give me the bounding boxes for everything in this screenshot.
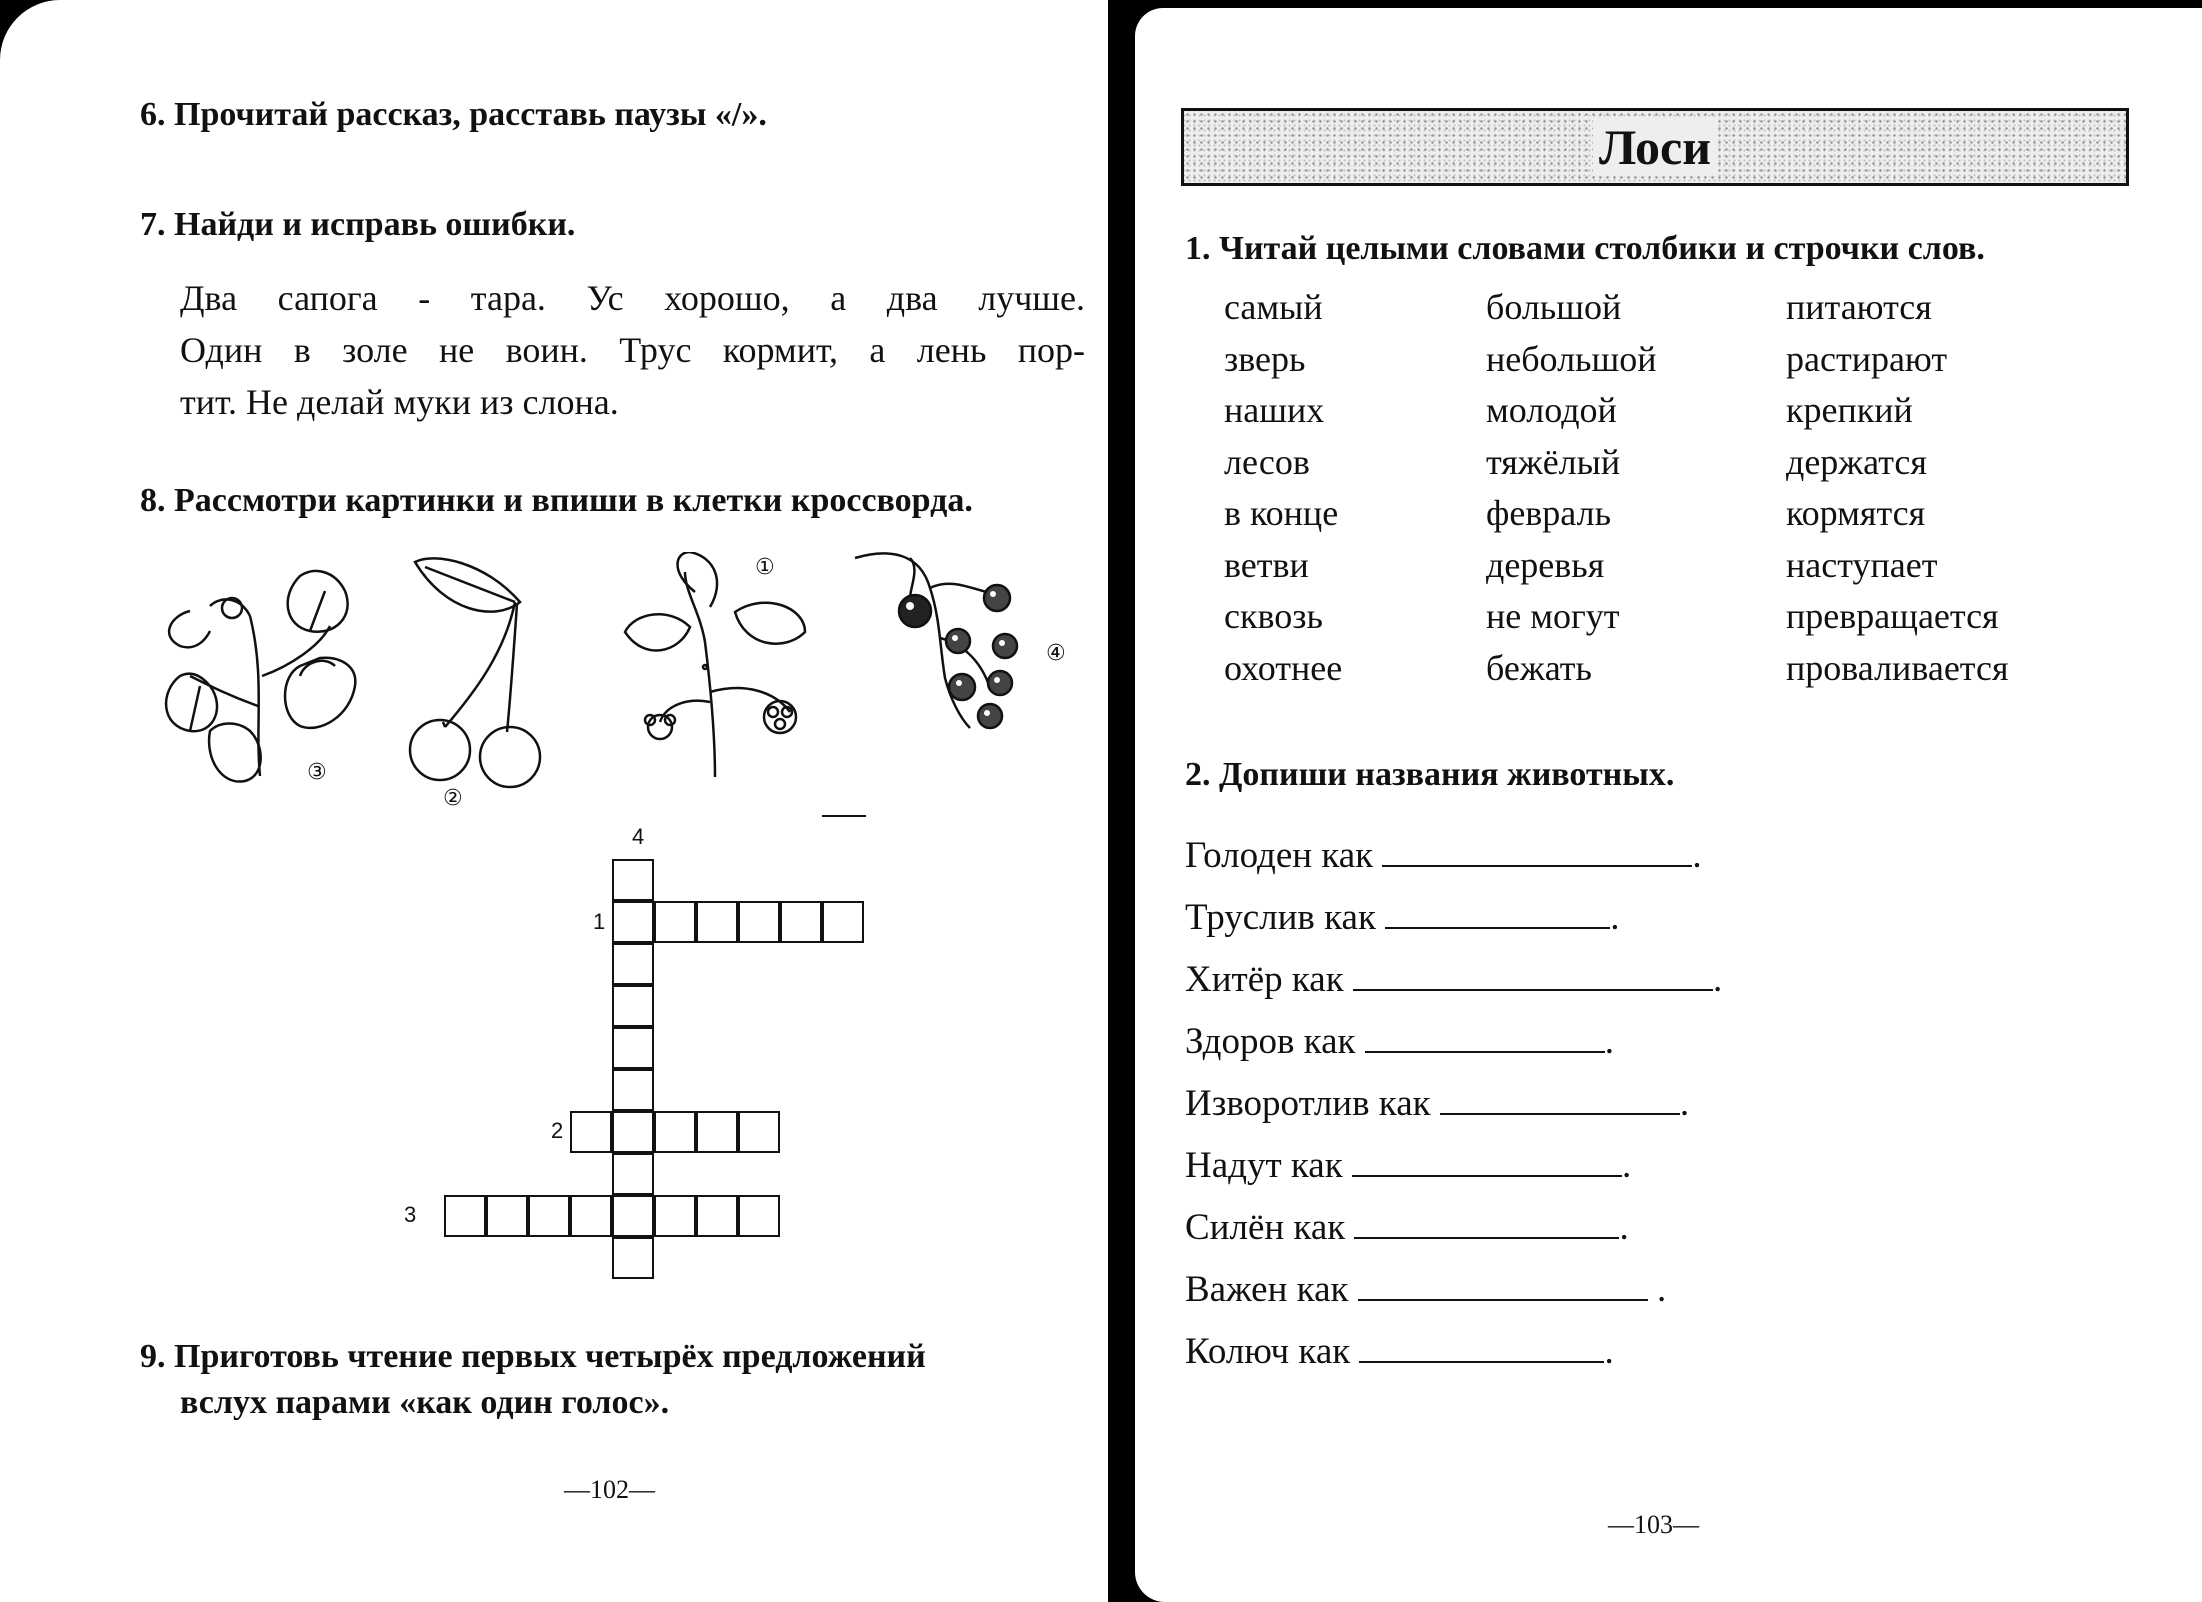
fill-in-line: Надут как . [1185,1145,1632,1186]
crossword-cell[interactable] [612,1153,654,1195]
answer-blank[interactable] [1359,1331,1604,1363]
answer-blank[interactable] [1440,1083,1680,1115]
picture-number-2: ② [443,785,463,810]
crossword-cell[interactable] [486,1195,528,1237]
fill-in-line: Изворотлив как . [1185,1083,1690,1124]
strawberry-illustration [150,556,380,796]
task-2-title: 2. Допиши названия животных. [1185,756,1675,793]
answer-blank[interactable] [1385,897,1610,929]
right-page [1135,8,2202,1602]
task-7-title: 7. Найди и исправь ошибки. [140,206,576,243]
word: зверь [1224,338,1306,379]
crossword-number-2: 2 [551,1118,564,1143]
word: растирают [1786,338,1948,379]
phrase: Надут как [1185,1145,1343,1186]
cherry-illustration [395,552,565,792]
word: наступает [1786,544,1938,585]
crossword-cell[interactable] [444,1195,486,1237]
crossword-number-3: 3 [404,1202,417,1227]
phrase: Силён как [1185,1207,1346,1248]
answer-blank[interactable] [1353,959,1713,991]
crossword-cell[interactable] [696,1195,738,1237]
word: крепкий [1786,390,1913,430]
fill-in-line: Голоден как . [1185,835,1702,876]
raspberry-illustration [615,552,845,782]
task-9-title: 9. Приготовь чтение первых четырёх предложений [140,1338,926,1375]
text-line: Один в золе не воин. Трус кормит, а лень пор- [180,330,1085,370]
phrase: Колюч как [1185,1331,1351,1372]
task-1-title: 1. Читай целыми словами столбики и строчки слов. [1185,230,1985,267]
crossword-cell[interactable] [612,1237,654,1279]
phrase: Изворотлив как [1185,1083,1431,1124]
crossword-cell[interactable] [612,1195,654,1237]
phrase: Здоров как [1185,1021,1356,1062]
crossword-cell[interactable] [612,1069,654,1111]
fill-in-line: Хитёр как . [1185,959,1723,1000]
phrase: Труслив как [1185,897,1376,938]
word: кормятся [1786,493,1926,533]
crossword-cell[interactable] [696,1111,738,1153]
task-7-text [180,272,1085,428]
word-column-1 [1224,282,1342,694]
word: ветви [1224,544,1309,585]
crossword-number-4: 4 [632,824,645,849]
crossword-cell[interactable] [696,901,738,943]
word: тяжёлый [1486,441,1621,482]
title-banner [1181,108,2129,186]
task-6-title: 6. Прочитай рассказ, расставь паузы «/». [140,96,767,133]
answer-blank[interactable] [1352,1145,1622,1177]
answer-blank[interactable] [1354,1207,1619,1239]
crossword-cell[interactable] [528,1195,570,1237]
word: молодой [1486,390,1617,430]
word: февраль [1486,493,1611,533]
crossword-cell[interactable] [570,1111,612,1153]
crossword-cell[interactable] [654,1111,696,1153]
phrase: Хитёр как [1185,959,1344,1000]
word: охотнее [1224,647,1343,688]
page-number: —103— [1608,1510,1699,1539]
word: сквозь [1224,596,1323,636]
crossword-cell[interactable] [738,901,780,943]
picture-number-1: ① [755,554,775,579]
answer-blank[interactable] [1365,1021,1605,1053]
crossword-number-1: 1 [593,909,606,934]
answer-blank[interactable] [1382,835,1692,867]
crossword-cell[interactable] [654,901,696,943]
crossword-cell[interactable] [612,859,654,901]
word: большой [1486,287,1622,327]
crossword-cell[interactable] [570,1195,612,1237]
word: деревья [1486,544,1605,585]
crossword-cell[interactable] [654,1195,696,1237]
word-column-3 [1786,282,2009,694]
crossword-cell[interactable] [612,985,654,1027]
crossword-cell[interactable] [612,943,654,985]
crossword-cell[interactable] [612,1111,654,1153]
fill-in-line: Колюч как . [1185,1331,1614,1372]
word: бежать [1486,647,1592,688]
fill-in-line: Здоров как . [1185,1021,1614,1062]
picture-number-3: ③ [307,759,327,784]
divider-mark [822,815,866,817]
text-line: тит. Не делай муки из слона. [180,382,619,422]
fill-in-line: Силён как . [1185,1207,1629,1248]
word: проваливается [1786,647,2009,688]
crossword-cell[interactable] [780,901,822,943]
word: питаются [1786,287,1932,327]
crossword-cell[interactable] [612,901,654,943]
fill-in-line: Труслив как . [1185,897,1620,938]
word: держатся [1786,441,1927,482]
phrase: Голоден как [1185,835,1374,876]
page-title: Лоси [1593,118,1717,176]
word: самый [1224,287,1323,327]
word: лесов [1224,441,1310,482]
word: в конце [1224,493,1339,533]
crossword-cell[interactable] [738,1195,780,1237]
answer-blank[interactable] [1358,1269,1648,1301]
page-number: —102— [564,1475,655,1504]
crossword-cell[interactable] [738,1111,780,1153]
word: превращается [1786,596,1999,636]
picture-number-4: ④ [1046,640,1066,665]
word-column-2 [1486,282,1656,694]
word: не могут [1486,596,1620,636]
crossword-cell[interactable] [822,901,864,943]
phrase: Важен как [1185,1269,1349,1310]
task-9-title-line-2: вслух парами «как один голос». [180,1384,670,1421]
crossword-cell[interactable] [612,1027,654,1069]
word: наших [1224,390,1325,430]
text-line: Два сапога - тара. Ус хорошо, а два лучше. [180,278,1085,318]
word: небольшой [1486,338,1657,379]
task-8-title: 8. Рассмотри картинки и впиши в клетки кроссворда. [140,482,973,519]
fill-in-line: Важен как . [1185,1269,1667,1310]
